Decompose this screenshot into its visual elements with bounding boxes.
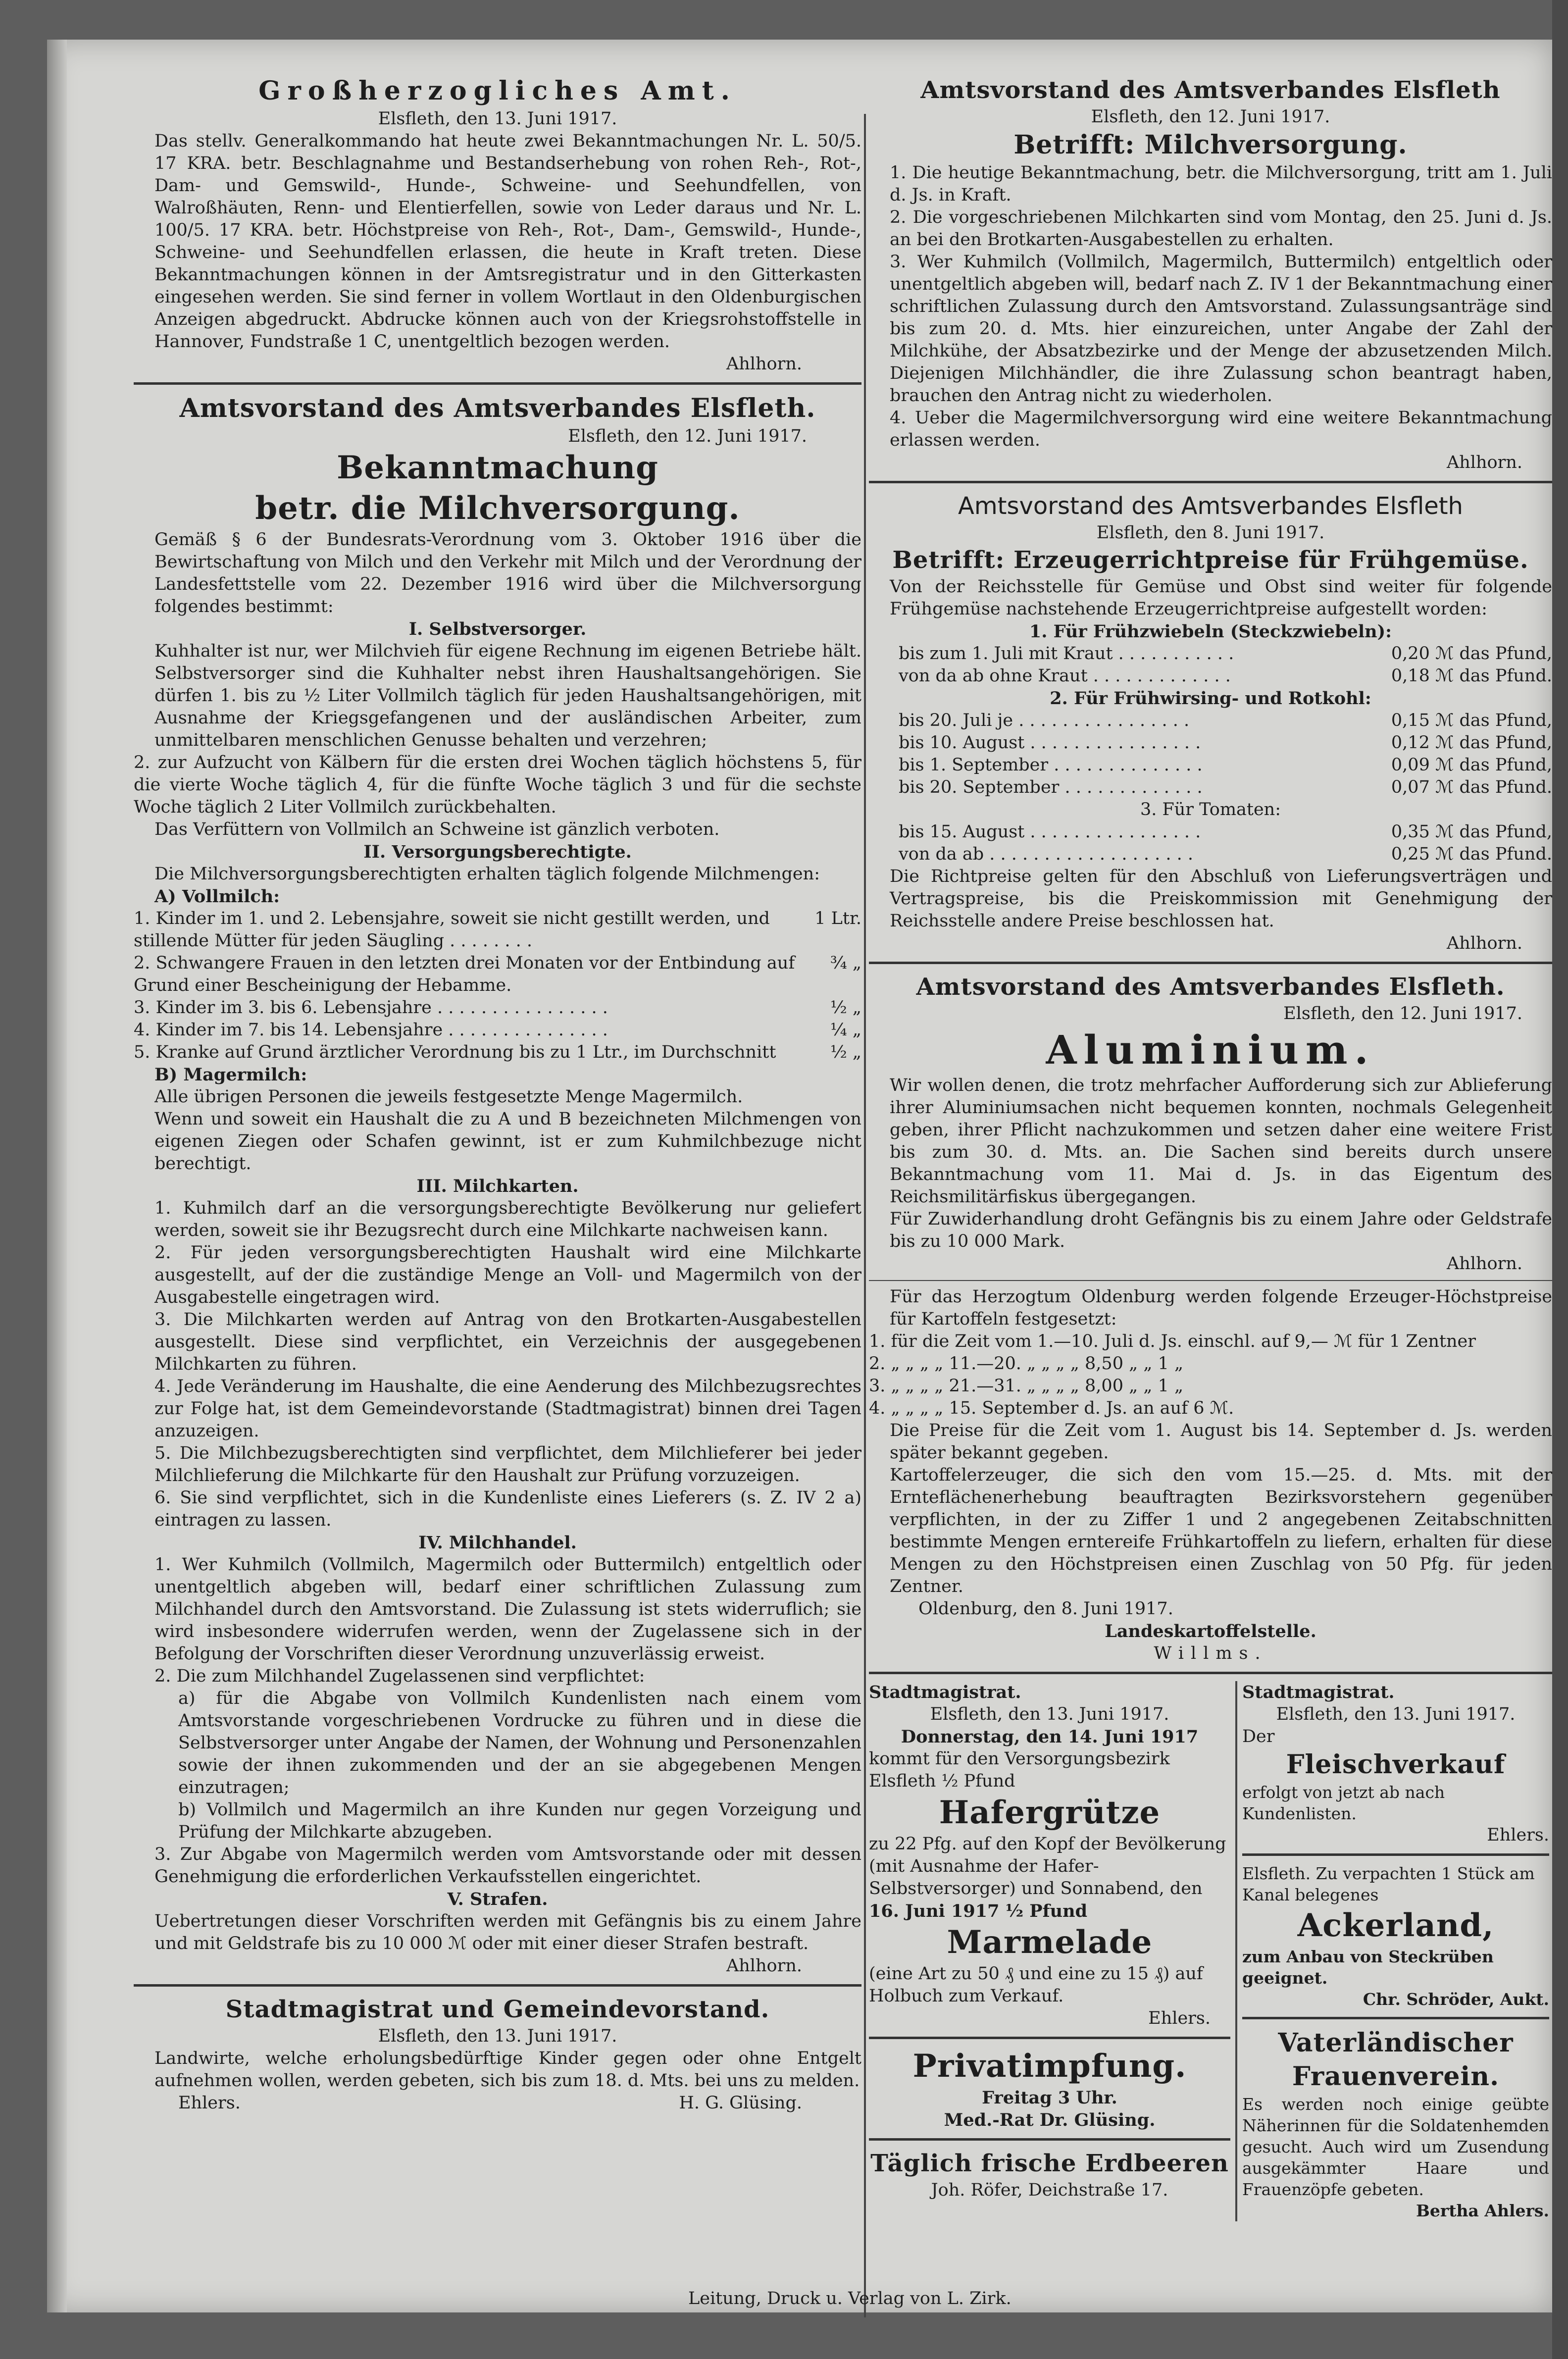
ad-header: Stadtmagistrat. — [869, 1682, 1021, 1702]
price-item — [899, 665, 1552, 687]
section-end: Das Verfüttern von Vollmilch an Schweine ist gänzlich verboten. — [154, 820, 720, 839]
divider — [1242, 2017, 1549, 2019]
divider — [869, 481, 1552, 483]
price-item-value: 0,18 ℳ das Pfund. — [1391, 666, 1552, 686]
notice-paragraph: 1. Die heutige Bekanntmachung, betr. die Milchversorgung, tritt am 1. Juli d. Js. in Kraft. — [890, 163, 1552, 205]
notice-paragraph: Die Preise für die Zeit vom 1. August bis 14. September d. Js. werden später bekannt gegeben. — [890, 1421, 1552, 1463]
group-title: 2. Für Frühwirsing- und Rotkohl: — [1050, 688, 1371, 709]
notice-date: Oldenburg, den 8. Juni 1917. — [918, 1599, 1173, 1619]
section-item: 2. zur Aufzucht von Kälbern für die ersten drei Wochen täglich höchstens 5, für die vierte Woche täglich 4, für die fünfte Woche täglich 3 und für die sechste Woche täglich 2 Liter Vollmilch zurückbehalten. — [134, 753, 861, 817]
section-title: V. Strafen. — [447, 1889, 548, 1909]
ad-privatimpfung — [869, 2046, 1230, 2131]
ad-signature: Ehlers. — [1487, 1825, 1549, 1845]
ration-item-value: ½ „ — [830, 1042, 861, 1062]
ad-line: kommt für den Versorgungsbezirk Elsfleth ½ Pfund — [869, 1749, 1170, 1791]
section-body: Kuhhalter ist nur, wer Milchvieh für eigene Rechnung im eigenen Betriebe hält. Selbstversorger sind die Kuhhalter nebst ihren Haushaltsangehörigen. Sie dürfen 1. bis zu ½ Liter Vollmilch täglich für jeden Haushaltsangehörigen, mit Ausnahme der Kriegsgefangenen und der ausländischen Arbeiter, zum unmittelbaren menschlichen Genusse behalten und verzehren; — [154, 641, 861, 750]
ad-big-title: Marmelade — [947, 1924, 1153, 1961]
ad-line: Elsfleth. Zu verpachten 1 Stück am Kanal belegenes — [1242, 1864, 1535, 1904]
price-item — [899, 843, 1552, 866]
ration-item-label: 3. Kinder im 3. bis 6. Lebensjahre . . . . . . . . . . . . . . . . — [134, 998, 608, 1018]
ad-date: Elsfleth, den 13. Juni 1917. — [930, 1704, 1169, 1724]
kartoffel-price-row: 1. für die Zeit vom 1.—10. Juli d. Js. einschl. auf 9,— ℳ für 1 Zentner — [869, 1332, 1476, 1351]
notice-paragraph: 4. Ueber die Magermilchversorgung wird eine weitere Bekanntmachung erlassen werden. — [890, 408, 1552, 450]
price-item-value: 0,15 ℳ das Pfund, — [1391, 711, 1552, 730]
notice-title: Betrifft: Erzeugerrichtpreise für Frühgemüse. — [892, 546, 1529, 574]
notice-body: Wir wollen denen, die trotz mehrfacher Aufforderung sich zur Ablieferung ihrer Aluminiumsachen nicht bequemen konnten, nochmals Gelegenheit geben, ihrer Pflicht nachzukommen und setzen daher eine weitere Frist bis zum 30. d. Mts. an. Die Sachen sind bereits durch unsere Bekanntmachung vom 11. Mai d. Js. in das Eigentum des Reichsmilitärfiskus übergegangen. — [890, 1076, 1552, 1207]
notice-title: Betrifft: Milchversorgung. — [1013, 130, 1408, 160]
ad-signature: Chr. Schröder, Aukt. — [1363, 1990, 1549, 2009]
section-item: 3. Zur Abgabe von Magermilch werden vom Amtsvorstande oder mit dessen Genehmigung die erforderlichen Verkaufsstellen eingerichtet. — [154, 1845, 861, 1887]
price-item-value: 0,09 ℳ das Pfund, — [1391, 755, 1552, 775]
notice-body: Das stellv. Generalkommando hat heute zwei Bekanntmachungen Nr. L. 50/5. 17 KRA. betr. Beschlagnahme und Bestandserhebung von rohen Reh-, Rot-, Dam- und Gemswild-, Hunde-, Schweine- und Seehundfellen, von Walroßhäuten, Renn- und Elentierfellen, sowie von Leder daraus und Nr. L. 100/5. 17 KRA. betr. Höchstpreise von Reh-, Rot-, Dam-, Gemswild-, Hunde-, Schweine- und Seehundfellen erlassen, die heute in Kraft treten. Diese Bekanntmachungen können in der Amtsregistratur und in den Gitterkasten eingesehen werden. Sie sind ferner in vollem Wortlaut in den Oldenburgischen Anzeigen abgedruckt. Abdrucke können auch von der Kriegsrohstoffstelle in Hannover, Fundstraße 1 C, unentgeltlich bezogen werden. — [154, 131, 861, 352]
price-item-label: von da ab ohne Kraut . . . . . . . . . . . . . — [899, 666, 1231, 686]
notice-title: Bekanntmachung — [337, 449, 658, 486]
ad-line: erfolgt von jetzt ab nach Kundenlisten. — [1242, 1783, 1445, 1823]
notice-intro: Gemäß § 6 der Bundesrats-Verordnung vom 3. Oktober 1916 über die Bewirtschaftung von Milch und den Verkehr mit Milch und der Verordnung der Landesfettstelle vom 22. Dezember 1916 wird über die Milchversorgung folgendes bestimmt: — [154, 530, 861, 616]
notice-date: Elsfleth, den 12. Juni 1917. — [568, 426, 807, 446]
page-edge — [47, 40, 67, 2312]
ad-header: Stadtmagistrat. — [1242, 1682, 1395, 1702]
ad-line: zum Anbau von Steckrüben geeignet. — [1242, 1947, 1494, 1988]
divider — [869, 1280, 1552, 1281]
price-item — [899, 821, 1552, 843]
column-divider — [864, 114, 866, 2317]
notice-date: Elsfleth, den 12. Juni 1917. — [1283, 1004, 1522, 1024]
price-item-label: bis 10. August . . . . . . . . . . . . . . . . — [899, 733, 1201, 753]
section-text: Alle übrigen Personen die jeweils festgesetzte Menge Magermilch. — [154, 1087, 743, 1107]
signature-left: Ehlers. — [178, 2093, 241, 2113]
notice-intro: Für das Herzogtum Oldenburg werden folgende Erzeuger-Höchstpreise für Kartoffeln festgesetzt: — [890, 1287, 1552, 1329]
section-subtitle: A) Vollmilch: — [154, 886, 280, 907]
left-column — [134, 74, 861, 2114]
ad-big-title: Fleischverkauf — [1286, 1749, 1506, 1780]
section-subitem: b) Vollmilch und Magermilch an ihre Kunden nur gegen Vorzeigung und Prüfung der Milchkarte abzugeben. — [178, 1800, 861, 1842]
small-ads — [869, 1681, 1552, 2221]
ad-big-title: Hafergrütze — [939, 1794, 1161, 1831]
price-item — [899, 710, 1552, 732]
ration-item-value: ¼ „ — [830, 1020, 861, 1040]
price-item-value: 0,25 ℳ das Pfund. — [1391, 844, 1552, 864]
section-body: Uebertretungen dieser Vorschriften werden mit Gefängnis bis zu einem Jahre und mit Geldstrafe bis zu 10 000 ℳ oder mit einer dieser Strafen bestraft. — [154, 1911, 861, 1953]
notice-signature: Ahlhorn. — [726, 354, 802, 374]
divider — [869, 1672, 1552, 1674]
ad-signature: Bertha Ahlers. — [1416, 2201, 1549, 2220]
ad-line: Joh. Röfer, Deichstraße 17. — [931, 2180, 1168, 2200]
notice-date: Elsfleth, den 8. Juni 1917. — [1096, 523, 1325, 543]
ad-title: Vaterländischer Frauenverein. — [1278, 2028, 1514, 2092]
ration-item — [134, 997, 861, 1019]
notice-date: Elsfleth, den 13. Juni 1917. — [378, 109, 617, 129]
ration-item-label: 4. Kinder im 7. bis 14. Lebensjahre . . . . . . . . . . . . . . . — [134, 1020, 608, 1040]
notice-paragraph: Kartoffelerzeuger, die sich den vom 15.—25. d. Mts. mit der Ernteflächenerhebung beauftragten Bezirksvorstehern gegenüber verpflichten, in der zu Ziffer 1 und 2 angegebenen Zeitabschnitten bestimmte Mengen erntereife Frühkartoffeln zu liefern, erhalten für diese Mengen zu den Höchstpreisen einen Zuschlag von 50 Pfg. für jeden Zentner. — [890, 1465, 1552, 1596]
section-title: IV. Milchhandel. — [418, 1533, 577, 1553]
section-title: I. Selbstversorger. — [408, 619, 587, 639]
price-list — [869, 643, 1552, 687]
ad-line: Med.-Rat Dr. Glüsing. — [944, 2110, 1156, 2130]
notice-body: Landwirte, welche erholungsbedürftige Kinder gegen oder ohne Entgelt aufnehmen wollen, werden gebeten, sich bis zum 18. d. Mts. bei uns zu melden. — [154, 2049, 861, 2091]
ad-body: Es werden noch einige geübte Näherinnen für die Soldatenhemden gesucht. Auch wird um Zusendung ausgekämmter Haare und Frauenzöpfe gebeten. — [1242, 2095, 1549, 2199]
price-item-label: bis 20. Juli je . . . . . . . . . . . . . . . . — [899, 711, 1190, 730]
notice-intro: Von der Reichsstelle für Gemüse und Obst sind weiter für folgende Frühgemüse nachstehende Erzeugerrichtpreise aufgestellt worden: — [890, 577, 1552, 619]
notice-signature: Willms. — [1154, 1643, 1267, 1663]
notice-date: Elsfleth, den 13. Juni 1917. — [378, 2026, 617, 2046]
milchkarten-item: 2. Für jeden versorgungsberechtigten Haushalt wird eine Milchkarte ausgestellt, auf der die zuständige Menge an Voll- und Magermilch von der Ausgabestelle eingetragen wird. — [154, 1243, 861, 1307]
price-item-label: bis 1. September . . . . . . . . . . . . . . — [899, 755, 1203, 775]
price-item-label: bis 20. September . . . . . . . . . . . . . — [899, 777, 1203, 797]
price-item-label: bis 15. August . . . . . . . . . . . . . . . . — [899, 822, 1201, 842]
notice-date: Elsfleth, den 12. Juni 1917. — [1091, 107, 1330, 127]
notice-end: Die Richtpreise gelten für den Abschluß von Lieferungsverträgen und Vertragspreise, bis die Preiskommission mit Genehmigung der Reichsstelle andere Preise beschlossen hat. — [890, 867, 1552, 931]
milchkarten-item: 1. Kuhmilch darf an die versorgungsberechtigte Bevölkerung nur geliefert werden, soweit sie ihr Bezugsrecht durch eine Milchkarte nachweisen kann. — [154, 1198, 861, 1240]
section-title: II. Versorgungsberechtigte. — [363, 842, 632, 862]
price-item-label: von da ab . . . . . . . . . . . . . . . . . . . — [899, 844, 1193, 864]
ad-line: 16. Juni 1917 ½ Pfund — [869, 1901, 1088, 1921]
section-item: 1. Wer Kuhmilch (Vollmilch, Magermilch oder Buttermilch) entgeltlich oder unentgeltlich abgeben will, bedarf einer schriftlichen Zulassung zum Milchhandel durch den Amtsvorstand. Die Zulassung ist stets widerruflich; sie wird insbesondere widerrufen werden, wenn der Zugelassene sich in der Befolgung der Vorschriften dieser Verordnung unzuverlässig erweist. — [154, 1555, 861, 1664]
ad-line: Der — [1242, 1727, 1275, 1746]
ad-line: Freitag 3 Uhr. — [982, 2088, 1117, 2108]
ad-signature: Ehlers. — [1148, 2008, 1211, 2028]
kartoffel-price-row: 3. „ „ „ „ 21.—31. „ „ „ „ 8,00 „ „ 1 „ — [869, 1376, 1184, 1396]
divider — [869, 2037, 1230, 2039]
milchkarten-item: 6. Sie sind verpflichtet, sich in die Kundenliste eines Lieferers (s. Z. IV 2 a) eintragen zu lassen. — [154, 1488, 861, 1530]
price-item-value: 0,12 ℳ das Pfund, — [1391, 733, 1552, 753]
notice-body: Für Zuwiderhandlung droht Gefängnis bis zu einem Jahre oder Geldstrafe bis zu 10 000 Mark. — [890, 1209, 1552, 1251]
price-list — [869, 710, 1552, 799]
ad-line: Donnerstag, den 14. Juni 1917 — [901, 1727, 1199, 1747]
notice-header: Amtsvorstand des Amtsverbandes Elsfleth. — [179, 393, 816, 423]
group-title: 3. Für Tomaten: — [1140, 800, 1281, 820]
notice-aluminium — [869, 971, 1552, 1275]
notice-signature: Ahlhorn. — [726, 1956, 802, 1976]
milchkarten-item: 5. Die Milchbezugsberechtigten sind verpflichtet, dem Milchlieferer bei jeder Milchlieferung die Milchkarte für den Haushalt zur Prüfung vorzuzeigen. — [154, 1443, 861, 1486]
notice-title: Großherzogliches Amt. — [258, 76, 737, 106]
ration-item — [134, 952, 861, 997]
notice-kartoffel — [869, 1286, 1552, 1665]
ad-fleischverkauf — [1242, 1681, 1549, 1846]
notice-header: Amtsvorstand des Amtsverbandes Elsfleth — [958, 492, 1463, 520]
milchkarten-item: 4. Jede Veränderung im Haushalte, die eine Aenderung des Milchbezugsrechtes zur Folge hat, ist dem Gemeindevorstande (Stadtmagistrat) binnen drei Tagen anzuzeigen. — [154, 1377, 861, 1441]
price-item — [899, 754, 1552, 776]
milchkarten-item: 3. Die Milchkarten werden auf Antrag von den Brotkarten-Ausgabestellen ausgestellt. Diese sind verpflichtet, ein Verzeichnis der ausgegebenen Milchkarten zu führen. — [154, 1310, 861, 1374]
column-divider — [1235, 1681, 1237, 2221]
section-end: Wenn und soweit ein Haushalt die zu A und B bezeichneten Milchmengen von eigenen Ziegen oder Schafen gewinnt, ist er zum Kuhmilchbezuge nicht berechtigt. — [154, 1109, 861, 1174]
group-title: 1. Für Frühzwiebeln (Steckzwiebeln): — [1029, 621, 1392, 642]
notice-signature: Ahlhorn. — [1446, 1254, 1522, 1274]
divider — [869, 962, 1552, 964]
ad-hafergruetze — [869, 1681, 1230, 2030]
price-item-value: 0,20 ℳ das Pfund, — [1391, 644, 1552, 664]
notice-subtitle: betr. die Milchversorgung. — [255, 490, 740, 527]
price-item — [899, 776, 1552, 799]
ration-item-value: 1 Ltr. — [814, 909, 861, 928]
section-item: 2. Die zum Milchhandel Zugelassenen sind verpflichtet: — [154, 1666, 645, 1686]
notice-title: Aluminium. — [1046, 1026, 1375, 1073]
ration-item-value: ¾ „ — [830, 953, 861, 973]
ration-item-value: ½ „ — [830, 998, 861, 1018]
notice-milchversorgung — [134, 392, 861, 1977]
ad-title: Privatimpfung. — [912, 2048, 1187, 2085]
notice-paragraph: 2. Die vorgeschriebenen Milchkarten sind vom Montag, den 25. Juni d. Js. an bei den Brotkarten-Ausgabestellen zu erhalten. — [890, 207, 1552, 250]
notice-grossherzogliches-amt — [134, 74, 861, 375]
ration-item — [134, 1019, 861, 1041]
kartoffel-price-row: 2. „ „ „ „ 11.—20. „ „ „ „ 8,50 „ „ 1 „ — [869, 1354, 1184, 1374]
price-item — [899, 732, 1552, 754]
signature-right: H. G. Glüsing. — [679, 2093, 802, 2113]
section-subitem: a) für die Abgabe von Vollmilch Kundenlisten nach einem vom Amtsvorstande vorgeschriebenen Vordrucke zu führen und in diese die Selbstversorger unter Angabe der Namen, der Wohnung und Personenzahlen sowie der ihnen zukommenden und der an sie abgegebenen Mengen einzutragen; — [178, 1689, 861, 1797]
ration-item — [134, 1041, 861, 1064]
small-ads-left — [869, 1681, 1230, 2221]
notice-paragraph: 3. Wer Kuhmilch (Vollmilch, Magermilch, Buttermilch) entgeltlich oder unentgeltlich abgeben will, bedarf nach Z. IV 1 der Bekanntmachung einer schriftlichen Zulassung durch den Amtsvorstand. Zulassungsanträge sind bis zum 20. d. Mts. hier einzureichen, unter Angabe der Zahl der Milchkühe, der Absatzbezirke und der Menge der abzusetzenden Milch. Diejenigen Milchhändler, die ihre Zulassung schon beantragt haben, brauchen den Antrag nicht zu wiederholen. — [890, 252, 1552, 406]
notice-signature: Ahlhorn. — [1446, 453, 1522, 472]
divider — [1242, 1853, 1549, 1856]
section-subtitle: B) Magermilch: — [154, 1065, 307, 1085]
ad-erdbeeren — [869, 2148, 1230, 2202]
divider — [134, 382, 861, 385]
section-intro: Die Milchversorgungsberechtigten erhalten täglich folgende Milchmengen: — [154, 864, 820, 884]
notice-header: Amtsvorstand des Amtsverbandes Elsfleth. — [916, 973, 1505, 1001]
kartoffel-price-list — [869, 1331, 1552, 1420]
notice-signature: Ahlhorn. — [1446, 933, 1522, 953]
price-item-value: 0,35 ℳ das Pfund, — [1391, 822, 1552, 842]
divider — [134, 1984, 861, 1987]
ration-item-label: 5. Kranke auf Grund ärztlicher Verordnung bis zu 1 Ltr., im Durchschnitt — [134, 1042, 776, 1062]
ad-big-title: Ackerland, — [1297, 1907, 1494, 1944]
notice-org: Landeskartoffelstelle. — [1105, 1621, 1316, 1641]
section-title: III. Milchkarten. — [416, 1176, 579, 1196]
price-item-value: 0,07 ℳ das Pfund. — [1391, 777, 1552, 797]
right-column — [869, 74, 1552, 2221]
price-item — [899, 643, 1552, 665]
ad-date: Elsfleth, den 13. Juni 1917. — [1276, 1704, 1516, 1724]
ad-title: Täglich frische Erdbeeren — [870, 2150, 1229, 2177]
ration-item-label: 2. Schwangere Frauen in den letzten drei Monaten vor der Entbindung auf Grund einer Bescheinigung der Hebamme. — [134, 953, 795, 995]
milchkarten-list — [134, 1197, 861, 1532]
ration-list — [134, 908, 861, 1064]
ad-ackerland — [1242, 1863, 1549, 2010]
small-ads-right — [1242, 1681, 1549, 2221]
scan-border — [1552, 0, 1568, 2359]
notice-milchversorgung-2 — [869, 74, 1552, 474]
notice-header: Stadtmagistrat und Gemeindevorstand. — [225, 1996, 770, 2023]
imprint-footer: Leitung, Druck u. Verlag von L. Zirk. — [688, 2289, 1012, 2308]
price-list — [869, 821, 1552, 866]
kartoffel-price-row: 4. „ „ „ „ 15. September d. Js. an auf 6 ℳ. — [869, 1398, 1234, 1418]
ad-line: zu 22 Pfg. auf den Kopf der Bevölkerung (mit Ausnahme der Hafer-Selbstversorger) und Sonnabend, den — [869, 1834, 1226, 1898]
ad-frauenverein — [1242, 2026, 1549, 2221]
divider — [869, 2138, 1230, 2141]
ration-item — [134, 908, 861, 952]
notice-stadtmagistrat-gemeindevorstand — [134, 1994, 861, 2114]
price-item-label: bis zum 1. Juli mit Kraut . . . . . . . . . . . — [899, 644, 1234, 664]
notice-header: Amtsvorstand des Amtsverbandes Elsfleth — [920, 76, 1501, 104]
ad-line: (eine Art zu 50 ₰ und eine zu 15 ₰) auf Holbuch zum Verkauf. — [869, 1964, 1203, 2006]
ration-item-label: 1. Kinder im 1. und 2. Lebensjahre, soweit sie nicht gestillt werden, und stillende Mütter für jeden Säugling . . . . . . . . — [134, 909, 770, 951]
notice-fruehgemuese — [869, 490, 1552, 955]
